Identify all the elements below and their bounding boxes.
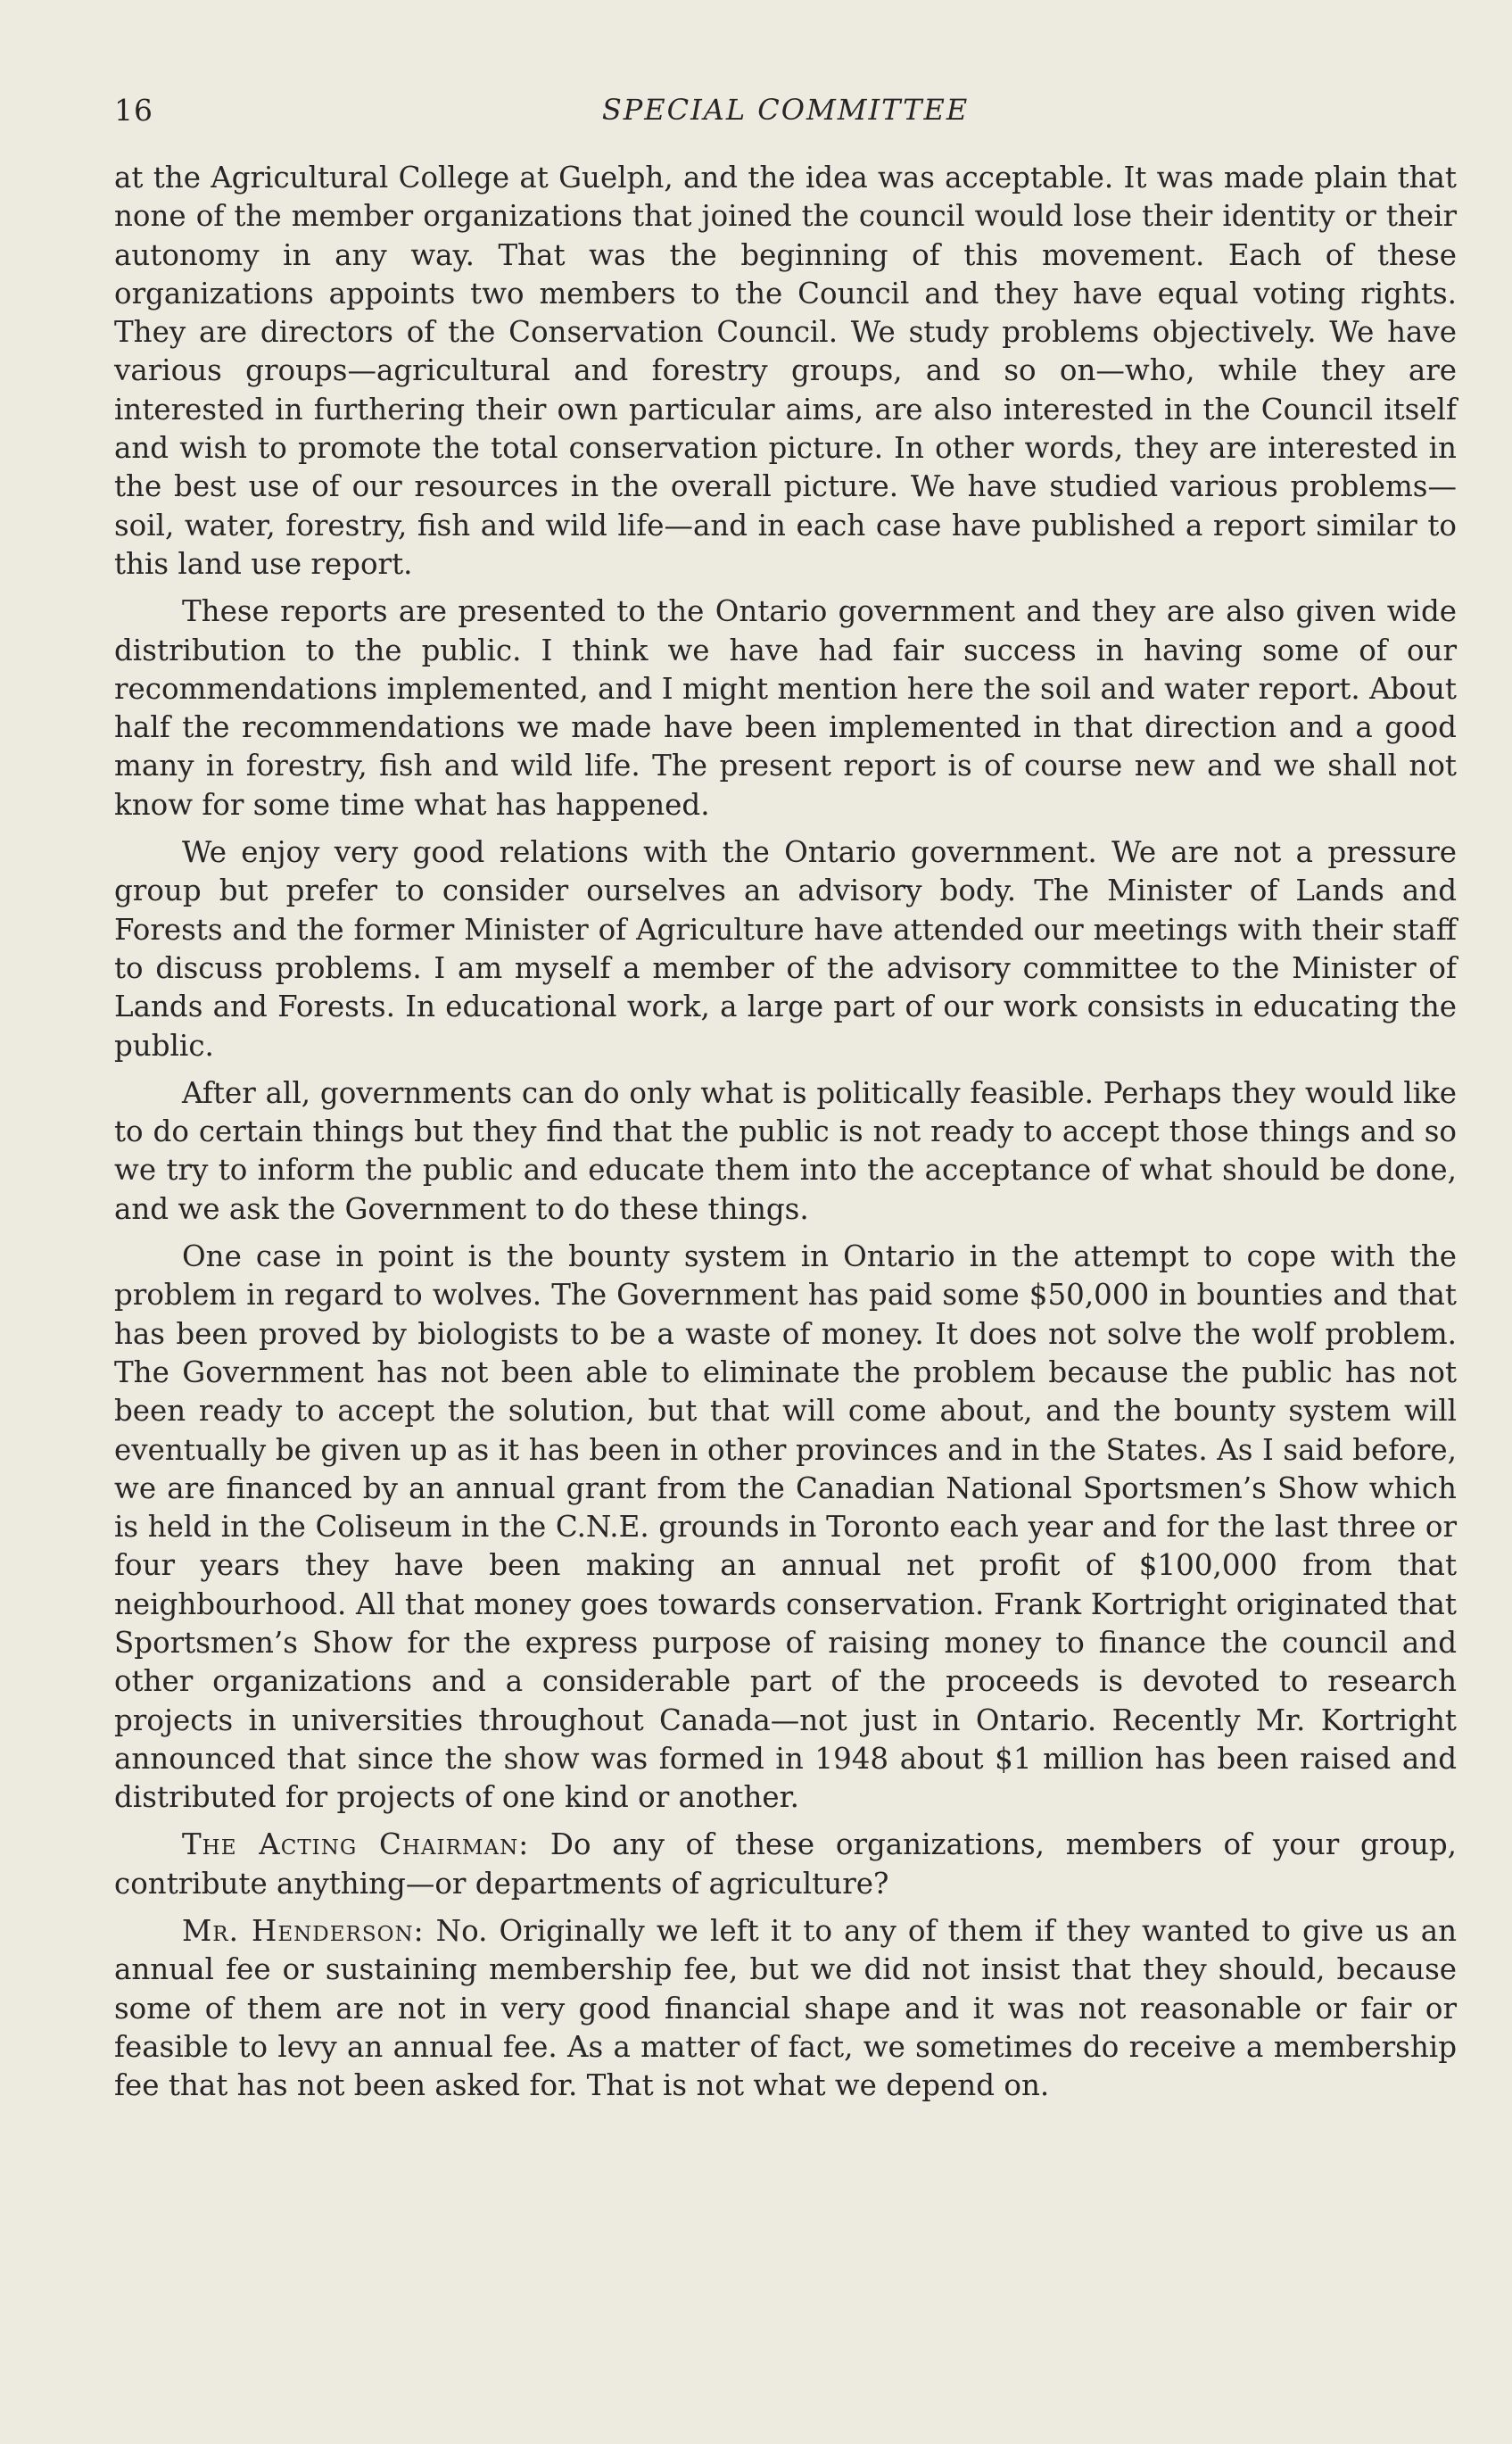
- running-head: SPECIAL COMMITTEE: [601, 93, 970, 127]
- paragraph-text: After all, governments can do only what is politically feasible. Perhaps they would like to do certain things but they find that the public is not ready to accept those things and so we try to inform the public and educate them into the acceptance of what should be done, and we ask the Government to do these things.: [114, 1075, 1457, 1226]
- speaker-paragraph: [114, 1826, 1457, 1903]
- paragraph-text: These reports are presented to the Ontario government and they are also given wide distribution to the public. I think we have had fair success in having some of our recommendations implemented, and I might mention here the soil and water report. About half the recommendations we made have been implemented in that direction and a good many in forestry, fish and wild life. The present report is of course new and we shall not know for some time what has happened.: [114, 594, 1457, 822]
- speaker-paragraph: [114, 1912, 1457, 2105]
- speaker-name: The Acting Chairman:: [182, 1827, 530, 1862]
- document-body: [114, 159, 1457, 2106]
- paragraph: [114, 1074, 1457, 1229]
- paragraph-continued: [114, 159, 1457, 584]
- paragraph-text: at the Agricultural College at Guelph, and the idea was acceptable. It was made plain that none of the member organizations that joined the council would lose their identity or their autonomy in any way. That was the beginning of this movement. Each of these organizations appoints two members to the Council and they have equal voting rights. They are directors of the Conservation Council. We study problems objectively. We have various groups—agricultural and forestry groups, and so on—who, while they are interested in furthering their own particular aims, are also interested in the Council itself and wish to promote the total conservation picture. In other words, they are interested in the best use of our resources in the overall picture. We have studied various problems—soil, water, forestry, fish and wild life—and in each case have published a report similar to this land use report.: [114, 161, 1457, 581]
- paragraph-text: Do any of these organizations, members of your group, contribute anything—or departments of agriculture?: [114, 1827, 1457, 1901]
- paragraph: [114, 592, 1457, 824]
- paragraph-text: No. Originally we left it to any of them if they wanted to give us an annual fee or sustaining membership fee, but we did not insist that they should, because some of them are not in very good financial shape and it was not reasonable or fair or feasible to levy an annual fee. As a matter of fact, we sometimes do receive a membership fee that has not been asked for. That is not what we depend on.: [114, 1914, 1458, 2103]
- page-header: [114, 93, 1457, 146]
- speaker-name: Mr. Henderson:: [182, 1914, 425, 1949]
- document-page: [114, 93, 1457, 2115]
- paragraph: [114, 833, 1457, 1065]
- page-number: 16: [114, 93, 153, 128]
- paragraph-text: One case in point is the bounty system in Ontario in the attempt to cope with the problem in regard to wolves. The Government has paid some $50,000 in bounties and that has been proved by biologists to be a waste of money. It does not solve the wolf problem. The Government has not been able to eliminate the problem because the public has not been ready to accept the solution, but that will come about, and the bounty system will eventually be given up as it has been in other provinces and in the States. As I said before, we are financed by an annual grant from the Canadian National Sportsmen’s Show which is held in the Coliseum in the C.N.E. grounds in Toronto each year and for the last three or four years they have been making an annual net profit of $100,000 from that neighbourhood. All that money goes towards conservation. Frank Kortright originated that Sportsmen’s Show for the express purpose of raising money to finance the council and other organizations and a considerable part of the proceeds is devoted to research projects in universities throughout Canada—not just in Ontario. Recently Mr. Kortright announced that since the show was formed in 1948 about $1 million has been raised and distributed for projects of one kind or another.: [114, 1239, 1457, 1815]
- paragraph: [114, 1238, 1457, 1817]
- paragraph-text: We enjoy very good relations with the Ontario government. We are not a pressure group but prefer to consider ourselves an advisory body. The Minister of Lands and Forests and the former Minister of Agriculture have attended our meetings with their staff to discuss problems. I am myself a member of the advisory committee to the Minister of Lands and Forests. In educational work, a large part of our work consists in educating the public.: [114, 835, 1457, 1063]
